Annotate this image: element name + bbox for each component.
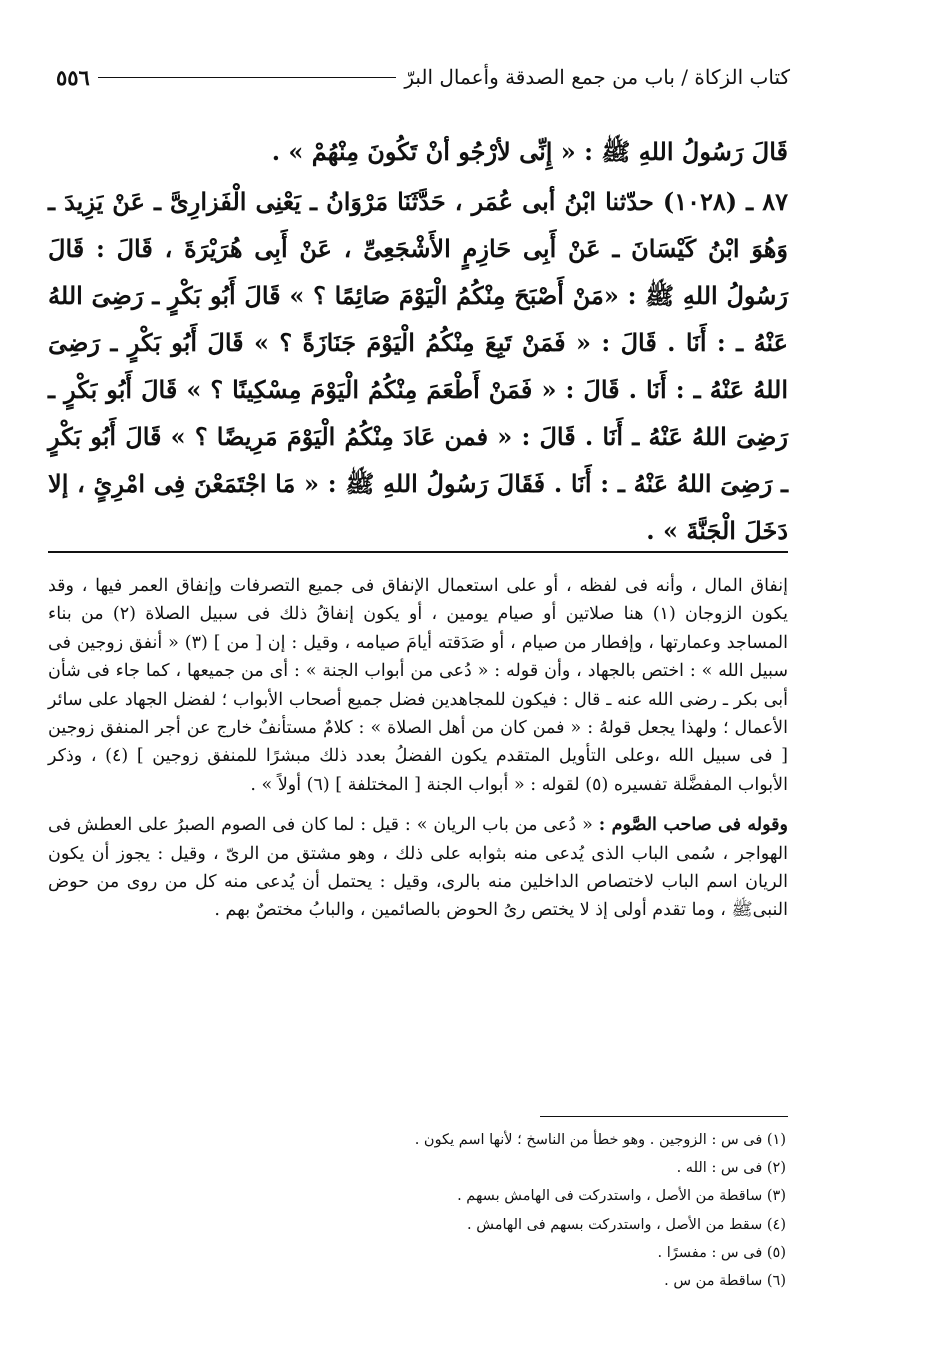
page-number: ٥٥٦ <box>56 64 90 90</box>
footnote-separator <box>540 1116 788 1117</box>
commentary-paragraph: إنفاق المال ، وأنه فى لفظه ، أو على استعمال الإنفاق فى جميع التصرفات وإنفاق العمر فيها ، وقد يكون الزوجان (١) هنا صلاتين أو صيام يومين ، أو يكون إنفاقُ ذلك فى سبيل الصلاة (٢) من بناء المساجد وعمارتها ، وإفطار من صيام ، أو صَدَقته أيامَ صيامه ، وقيل : إن [ من ] (٣) « أنفق زوجين فى سبيل الله » : اختص بالجهاد ، وأن قوله : « دُعى من أبواب الجنة » : أى من جميعها ، كما جاء فى شأن أبى بكر ـ رضى الله عنه ـ قال : فيكون للمجاهدين فضل جميع أصحاب الأبواب ؛ لفضل الجهاد على سائر الأعمال ؛ ولهذا يجعل قولهُ : « فمن كان من أهل الصلاة » : كلامٌ مستأنفٌ خارج عن أجر المنفق زوجين [ فى سبيل الله ،وعلى التأويل المتقدم يكون الفضلُ بعدد ذلك مبشرًا للمنفق زوجين ] (٤) ، وذكر الأبواب المفضَّلة تفسيره (٥) لقوله : « أبواب الجنة [ المختلفة ] (٦) أولاً » . <box>48 576 788 795</box>
header-rule <box>98 77 396 78</box>
commentary-section <box>48 572 788 925</box>
footnote-2: (٢) فى س : الله . <box>676 1160 786 1177</box>
commentary-lead-phrase: وقوله فى صاحب الصَّوم : <box>598 815 788 836</box>
commentary-paragraph-body: « دُعى من باب الريان » : قيل : لما كان فى الصوم الصبرُ على العطش فى الهواجر ، سُمى الباب الذى يُدعى منه بثوابه على ذلك ، وهو مشتق من الرىّ ، وقيل : يجوز أن يكون الريان اسم الباب لاختصاص الداخلين منه بالرى، وقيل : يحتمل أن يُدعى منه كل من روى من حوض النبىﷺ ، وما تقدم أولى إذ لا يختص رىُ الحوض بالصائمين ، والبابُ مختصٌ بهم . <box>48 815 788 921</box>
commentary-separator <box>48 551 788 553</box>
footnote-4: (٤) سقط من الأصل ، واستدركت بسهم فى الهامش . <box>467 1216 786 1233</box>
footnote-5: (٥) فى س : مفسرًا . <box>657 1244 786 1261</box>
commentary-paragraph <box>48 811 788 925</box>
footnote-3: (٣) ساقطة من الأصل ، واستدركت فى الهامش بسهم . <box>457 1188 786 1205</box>
running-header <box>40 62 790 92</box>
previous-hadith-ending: قَالَ رَسُولُ اللهِ ﷺ : « إِنِّى لأرْجُو أنْ تَكُونَ مِنْهُمْ » . <box>271 137 788 166</box>
hadith-87-text: ٨٧ ـ (١٠٢٨) حدّثنا ابْنُ أبى عُمَر ، حَدَّثَنَا مَرْوَانُ ـ يَعْنِى الْفَزارِىَّ ـ عَنْ يَزِيدَ ـ وَهُوَ ابْنُ كَيْسَانَ ـ عَنْ أَبِى حَازِمٍ الأَشْجَعِىِّ ، عَنْ أَبِى هُرَيْرَةَ ، قَالَ : قَالَ رَسُولُ اللهِ ﷺ : «مَنْ أَصْبَحَ مِنْكُمُ الْيَوْمَ صَائِمًا ؟ » قَالَ أَبُو بَكْرٍ ـ رَضِىَ اللهُ عَنْهُ ـ : أَنَا . قَالَ : « فَمَنْ تَبِعَ مِنْكُمُ الْيَوْمَ جَنَازَةً ؟ » قَالَ أَبُو بَكْرٍ ـ رَضِىَ اللهُ عَنْهُ ـ : أَنَا . قَالَ : « فَمَنْ أَطْعَمَ مِنْكُمُ الْيَوْمَ مِسْكِينًا ؟ » قَالَ أَبُو بَكْرٍ ـ رَضِىَ اللهُ عَنْهُ ـ أَنَا . قَالَ : « فمن عَادَ مِنْكُمُ الْيَوْمَ مَرِيضًا ؟ » قَالَ أَبُو بَكْرٍ ـ رَضِىَ اللهُ عَنْهُ ـ : أَنَا . فَقَالَ رَسُولُ اللهِ ﷺ : « مَا اجْتَمَعْنَ فِى امْرِئٍ ، إلا دَخَلَ الْجَنَّةَ » . <box>48 187 788 545</box>
hadith-block <box>48 128 788 554</box>
running-title: كتاب الزكاة / باب من جمع الصدقة وأعمال البرّ <box>404 65 790 89</box>
footnote-1: (١) فى س : الزوجين . وهو خطأ من الناسخ ؛ لأنها اسم يكون . <box>414 1132 786 1148</box>
footnote-6: (٦) ساقطة من س . <box>664 1273 786 1290</box>
footnotes <box>48 1126 786 1295</box>
